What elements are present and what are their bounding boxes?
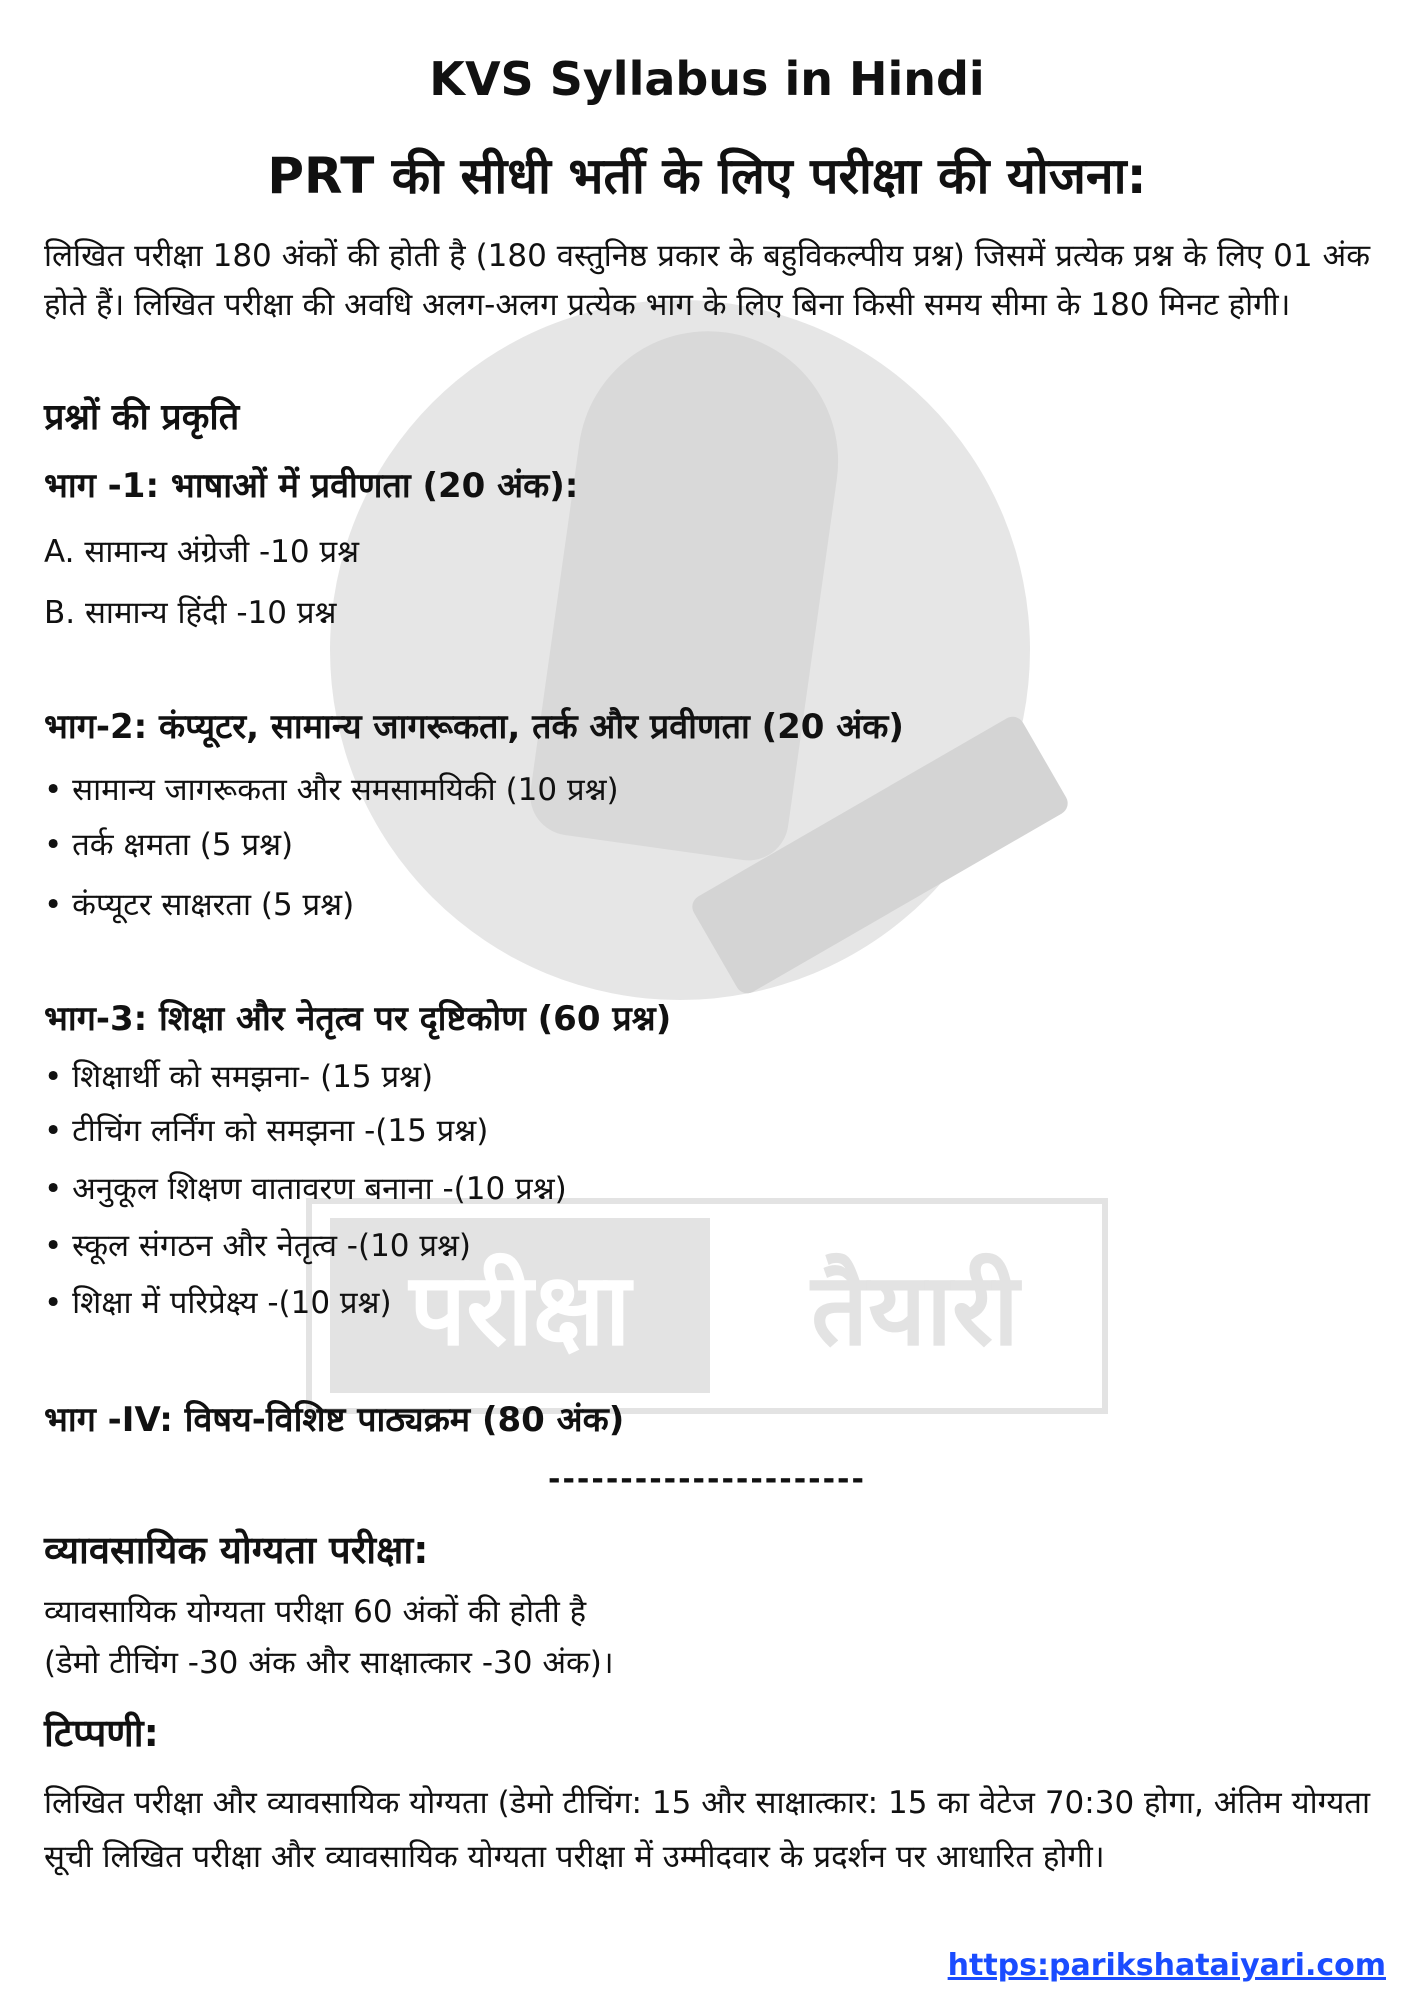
- list-item: • शिक्षा में परिप्रेक्ष्य -(10 प्रश्न): [44, 1285, 392, 1321]
- watermark-text-right: तैयारी: [811, 1250, 1019, 1368]
- professional-heading: व्यावसायिक योग्यता परीक्षा:: [44, 1528, 429, 1572]
- watermark-text-left: परीक्षा: [330, 1218, 710, 1393]
- list-item: • शिक्षार्थी को समझना- (15 प्रश्न): [44, 1059, 434, 1095]
- list-item: A. सामान्य अंग्रेजी -10 प्रश्न: [44, 534, 359, 570]
- website-link[interactable]: https:parikshataiyari.com: [947, 1948, 1386, 1983]
- part1-heading: भाग -1: भाषाओं में प्रवीणता (20 अंक):: [44, 466, 579, 506]
- list-item: • टीचिंग लर्निंग को समझना -(15 प्रश्न): [44, 1113, 489, 1149]
- note-paragraph: लिखित परीक्षा और व्यावसायिक योग्यता (डेमो टीचिंग: 15 और साक्षात्कार: 15 का वेटेज 70:30 होगा, अंतिम योग्यता सूची लिखित परीक्षा और व्यावसायिक योग्यता परीक्षा में उम्मीदवार के प्रदर्शन पर आधारित होगी।: [44, 1785, 1370, 1875]
- intro-paragraph: लिखित परीक्षा 180 अंकों की होती है (180 वस्तुनिष्ठ प्रकार के बहुविकल्पीय प्रश्न) जिसमें प्रत्येक प्रश्न के लिए 01 अंक होते हैं। लिखित परीक्षा की अवधि अलग-अलग प्रत्येक भाग के लिए बिना किसी समय सीमा के 180 मिनट होगी।: [44, 238, 1370, 323]
- list-item: • कंप्यूटर साक्षरता (5 प्रश्न): [44, 887, 355, 923]
- list-item: • सामान्य जागरूकता और समसामयिकी (10 प्रश्न): [44, 772, 619, 808]
- divider: ----------------------: [548, 1462, 866, 1497]
- part4-heading: भाग -IV: विषय-विशिष्ट पाठ्यक्रम (80 अंक): [44, 1400, 625, 1440]
- list-item: • स्कूल संगठन और नेतृत्व -(10 प्रश्न): [44, 1228, 472, 1264]
- part3-heading: भाग-3: शिक्षा और नेतृत्व पर दृष्टिकोण (60 प्रश्न): [44, 999, 672, 1039]
- page-title: KVS Syllabus in Hindi: [429, 52, 985, 106]
- professional-line: (डेमो टीचिंग -30 अंक और साक्षात्कार -30 अंक)।: [44, 1645, 614, 1681]
- list-item: • तर्क क्षमता (5 प्रश्न): [44, 827, 294, 863]
- list-item: • अनुकूल शिक्षण वातावरण बनाना -(10 प्रश्न): [44, 1171, 567, 1207]
- note-heading: टिप्पणी:: [44, 1711, 159, 1755]
- professional-line: व्यावसायिक योग्यता परीक्षा 60 अंकों की होती है: [44, 1594, 587, 1630]
- list-item: B. सामान्य हिंदी -10 प्रश्न: [44, 595, 337, 631]
- part2-heading: भाग-2: कंप्यूटर, सामान्य जागरूकता, तर्क और प्रवीणता (20 अंक): [44, 707, 904, 747]
- nature-heading: प्रश्नों की प्रकृति: [44, 397, 240, 438]
- page-subtitle: PRT की सीधी भर्ती के लिए परीक्षा की योजना:: [267, 147, 1147, 205]
